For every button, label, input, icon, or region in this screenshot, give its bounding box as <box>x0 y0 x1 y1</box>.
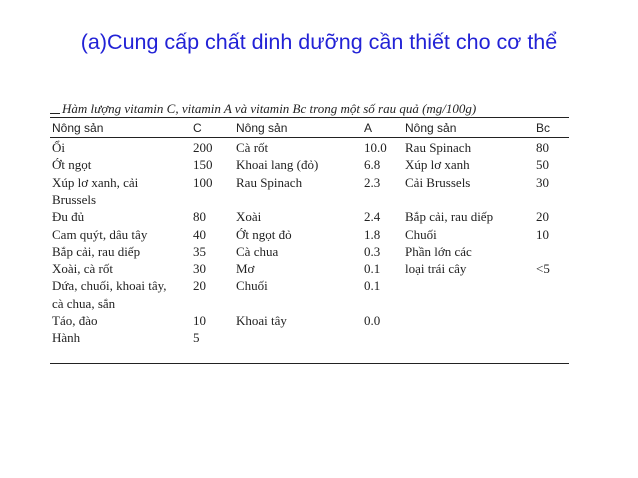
vitamin-a-product: Chuối <box>236 278 268 294</box>
table-header-cell: Nông sản <box>236 121 288 135</box>
vitamin-a-product: Khoai tây <box>236 313 287 328</box>
vitamin-a-product: Cà rốt <box>236 140 269 155</box>
vitamin-a-product: Rau Spinach <box>236 174 303 190</box>
vitamin-c-value: 30 <box>193 261 206 277</box>
caption-rule-left <box>50 113 60 114</box>
vitamin-bc-product: Bắp cải, rau diếp <box>405 209 494 225</box>
table-header-rule <box>50 137 569 138</box>
vitamin-a-value: 2.3 <box>364 174 381 190</box>
vitamin-c-value: 20 <box>193 278 206 294</box>
vitamin-c-product: Ổi <box>52 140 65 155</box>
table-bottom-rule <box>50 363 569 364</box>
vitamin-c-product: Hành <box>52 330 81 346</box>
vitamin-a-value: 0.1 <box>364 261 381 277</box>
vitamin-c-value: 150 <box>193 157 213 173</box>
vitamin-a-product: Khoai lang (đỏ) <box>236 157 319 173</box>
vitamin-a-value: 1.8 <box>364 226 381 242</box>
vitamin-bc-value: 20 <box>536 209 549 225</box>
table-top-rule <box>50 117 569 118</box>
vitamin-a-value: 10.0 <box>364 140 387 155</box>
vitamin-c-product: Ớt ngọt <box>52 157 92 173</box>
slide-title: (a)Cung cấp chất dinh dưỡng cần thiết cho cơ thể <box>80 30 558 54</box>
vitamin-bc-value: 10 <box>536 226 549 242</box>
vitamin-bc-value: 80 <box>536 140 549 155</box>
vitamin-c-product: Đu đủ <box>52 209 85 225</box>
vitamin-c-value: 40 <box>193 226 206 242</box>
table-caption: Hàm lượng vitamin C, vitamin A và vitamin Bc trong một số rau quả (mg/100g) <box>62 101 477 116</box>
vitamin-a-value: 0.3 <box>364 243 381 259</box>
vitamin-c-product: Xúp lơ xanh, cải <box>52 174 139 190</box>
vitamin-c-product: Táo, đào <box>52 313 98 328</box>
vitamin-bc-value: 50 <box>536 157 549 173</box>
vitamin-a-product: Ớt ngọt đỏ <box>236 226 292 242</box>
vitamin-c-product: Bắp cải, rau diếp <box>52 243 141 259</box>
vitamin-c-product: Xoài, cà rốt <box>52 261 114 277</box>
vitamin-c-value: 100 <box>193 174 213 190</box>
vitamin-a-product: Xoài <box>236 209 262 225</box>
vitamin-bc-product: Chuối <box>405 226 437 242</box>
vitamin-a-value: 0.1 <box>364 278 381 294</box>
vitamin-bc-product: Cải Brussels <box>405 174 471 190</box>
vitamin-a-value: 0.0 <box>364 313 381 328</box>
vitamin-bc-value: 30 <box>536 174 549 190</box>
vitamin-a-value: 2.4 <box>364 209 381 225</box>
vitamin-bc-product: Xúp lơ xanh <box>405 157 470 173</box>
vitamin-c-product: Dứa, chuối, khoai tây, <box>52 278 167 294</box>
table-header-cell: Bc <box>536 121 551 135</box>
vitamin-a-product: Cà chua <box>236 243 279 259</box>
vitamin-c-value: 10 <box>193 313 206 328</box>
vitamin-bc-product: Rau Spinach <box>405 140 472 155</box>
table-header-cell: C <box>193 121 202 135</box>
vitamin-c-product: Brussels <box>52 191 97 207</box>
vitamin-c-product: cà chua, sắn <box>52 295 116 311</box>
table-header-cell: A <box>364 121 373 135</box>
vitamin-bc-value: <5 <box>536 261 550 277</box>
vitamin-bc-product: loại trái cây <box>405 261 467 277</box>
vitamin-a-product: Mơ <box>236 261 255 277</box>
vitamin-c-value: 35 <box>193 243 206 259</box>
vitamin-c-value: 200 <box>193 140 213 155</box>
vitamin-c-product: Cam quýt, dâu tây <box>52 226 148 242</box>
table-header-cell: Nông sản <box>405 121 457 135</box>
vitamin-c-value: 5 <box>193 330 200 346</box>
vitamin-bc-product: Phần lớn các <box>405 243 472 259</box>
vitamin-a-value: 6.8 <box>364 157 381 173</box>
vitamin-c-value: 80 <box>193 209 206 225</box>
table-header-cell: Nông sản <box>52 121 104 135</box>
